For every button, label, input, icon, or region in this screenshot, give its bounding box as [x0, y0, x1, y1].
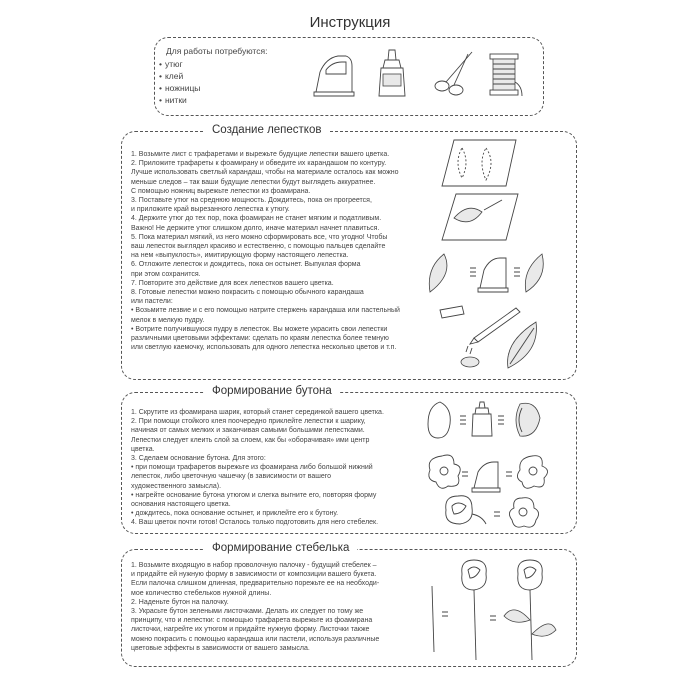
petal-iron-illustration [440, 192, 520, 242]
list-item: • утюг [159, 58, 200, 70]
bud-text: 1. Скрутите из фоамирана шарик, который станет серединкой вашего цветка. 2. При помощи стойкого клея поочередно приклейте лепестки к шарику, начиная от самых мелких и заканчивая самыми большими лепестками. Лепестки следует клеить слой за слоем, как бы «оборачивая» ими центр цветка. 3. Сделаем основание бутона. Для этого: • при помощи трафаретов вырежьте из фоамирана либо большой нижний лепесток, либо цветочную чашечку (в зависимости от вашего художественного замысла). • нагрейте основание бутона утюгом и слегка выгните его, повторяя форму основания настоящего цветка. • дождитесь, пока основание остынет, и приклейте его к бутону. 4. Ваш цветок почти готов! Осталось только подготовить для него стебелек. [131, 409, 384, 527]
scissors-icon [432, 48, 478, 96]
requirements-heading: Для работы потребуются: [166, 46, 268, 56]
petals-text: 1. Возьмите лист с трафаретами и вырежьте будущие лепестки вашего цветка. 2. Приложите трафареты к фоамирану и обведите их карандашом по контуру. Лучше использовать светлый карандаш, чтобы на материале осталось как можно меньше следов – так ваши будущие лепестки будут выглядеть аккуратнее. С помощью ножниц вырежьте лепестки из фоамирана. 3. Поставьте утюг на среднюю мощность. Дождитесь, пока он прогреется, и приложите край вырезанного лепестка к утюгу. 4. Держите утюг до тех пор, пока фоамиран не станет мягким и податливым. Важно! Не держите утюг слишком долго, иначе материал начнет плавиться. 5. Пока материал мягкий, из него можно сформировать все, что угодно! Чтобы ваш лепесток выглядел красиво и естественно, с помощью пальцев сделайте на нем «выпуклость», имитирующую форму настоящего лепестка. 6. Отложите лепесток и дождитесь, пока он остынет. Выпуклая форма при этом сохранится. 7. Повторите это действие для всех лепестков вашего цветка. 8. Готовые лепестки можно покрасить с помощью обычного карандаша или пастели: • Возьмите лезвие и с его помощью натрите стержень карандаша или пастельный мелок в мелкую пудру. • Вотрите получившуюся пудру в лепесток. Вы можете украсить свои лепестки различными цветовыми эффектами: сделать по краям лепестка более темную или светлую каемочку, использовать для одного лепестка несколько цветов и т.п. [131, 151, 400, 352]
pencil-shaving-illustration [436, 302, 546, 374]
stem-text: 1. Возьмите входящую в набор проволочную палочку - будущий стебелек – и придайте ей нужную форму в зависимости от композиции вашего букета. Если палочка слишком длинная, предварительно порежьте ее на необходи- мое количество стебельков нужной длины. 2. Наденьте бутон на палочку. 3. Украсьте бутон зелеными листочками. Делать их следует по тому же принципу, что и лепестки: с помощью трафарета вырежьте из фоамирана листочки, нагрейте их утюгом и придайте нужную форму. Листочки также можно покрасить с помощью карандаша или пастели, используя различные цветовые эффекты в зависимости от вашего замысла. [131, 562, 380, 652]
thread-spool-icon [486, 52, 524, 98]
iron-icon [312, 52, 356, 100]
page-title: Инструкция [309, 14, 391, 31]
rose-bud-illustration [438, 492, 548, 532]
petal-shaping-illustration [426, 248, 546, 298]
stem-title: Формирование стебелька [204, 542, 357, 554]
list-item: • ножницы [159, 82, 200, 94]
bud-base-illustration [424, 450, 554, 494]
stencil-trace-illustration [440, 138, 520, 188]
list-item: • клей [159, 70, 200, 82]
petals-title: Создание лепестков [204, 124, 329, 136]
bud-title: Формирование бутона [204, 385, 340, 397]
glue-icon [375, 48, 409, 100]
stem-illustration [418, 556, 558, 666]
requirements-list [159, 58, 200, 106]
bud-assembly-illustration [424, 398, 554, 442]
list-item: • нитки [159, 94, 200, 106]
